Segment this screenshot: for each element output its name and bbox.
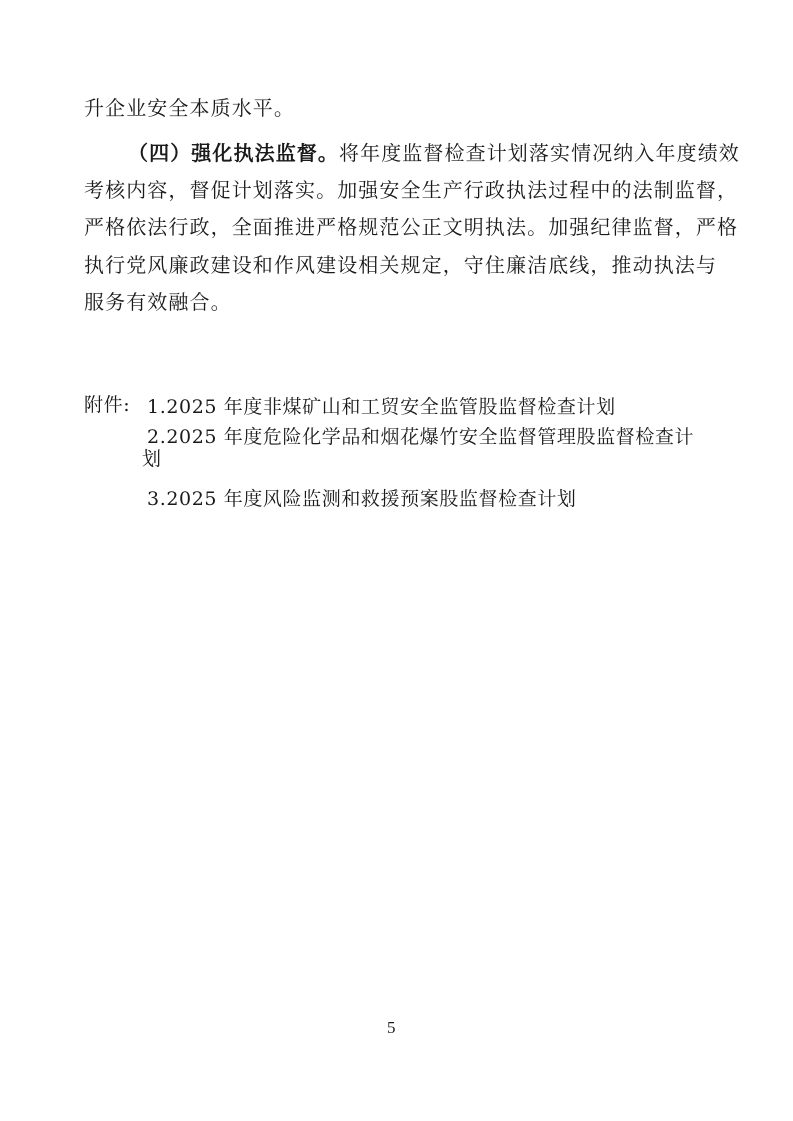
section-4-line-2: 考核内容，督促计划落实。加强安全生产行政执法过程中的法制监督， bbox=[84, 178, 739, 202]
attachment-item-2: 2.2025 年度危险化学品和烟花爆竹安全监督管理股监督检查计 bbox=[147, 426, 695, 448]
section-4-text: 将年度监督检查计划落实情况纳入年度绩效 bbox=[339, 141, 740, 165]
page-number: 5 bbox=[387, 1018, 396, 1037]
body-line-1: 升企业安全本质水平。 bbox=[84, 96, 295, 120]
section-4-line-4: 执行党风廉政建设和作风建设相关规定，守住廉洁底线，推动执法与 bbox=[84, 253, 717, 277]
section-4-line-3: 严格依法行政，全面推进严格规范公正文明执法。加强纪律监督，严格 bbox=[84, 215, 739, 239]
attachments-label: 附件: bbox=[84, 394, 131, 416]
section-4-line-5: 服务有效融合。 bbox=[84, 290, 232, 314]
attachment-item-2-continued: 划 bbox=[142, 448, 162, 470]
attachment-item-1: 1.2025 年度非煤矿山和工贸安全监管股监督检查计划 bbox=[147, 396, 616, 418]
section-4-heading: （四）强化执法监督。 bbox=[128, 141, 339, 165]
attachment-item-3: 3.2025 年度风险监测和救援预案股监督检查计划 bbox=[147, 488, 577, 510]
section-4-paragraph-first-line bbox=[128, 139, 740, 167]
